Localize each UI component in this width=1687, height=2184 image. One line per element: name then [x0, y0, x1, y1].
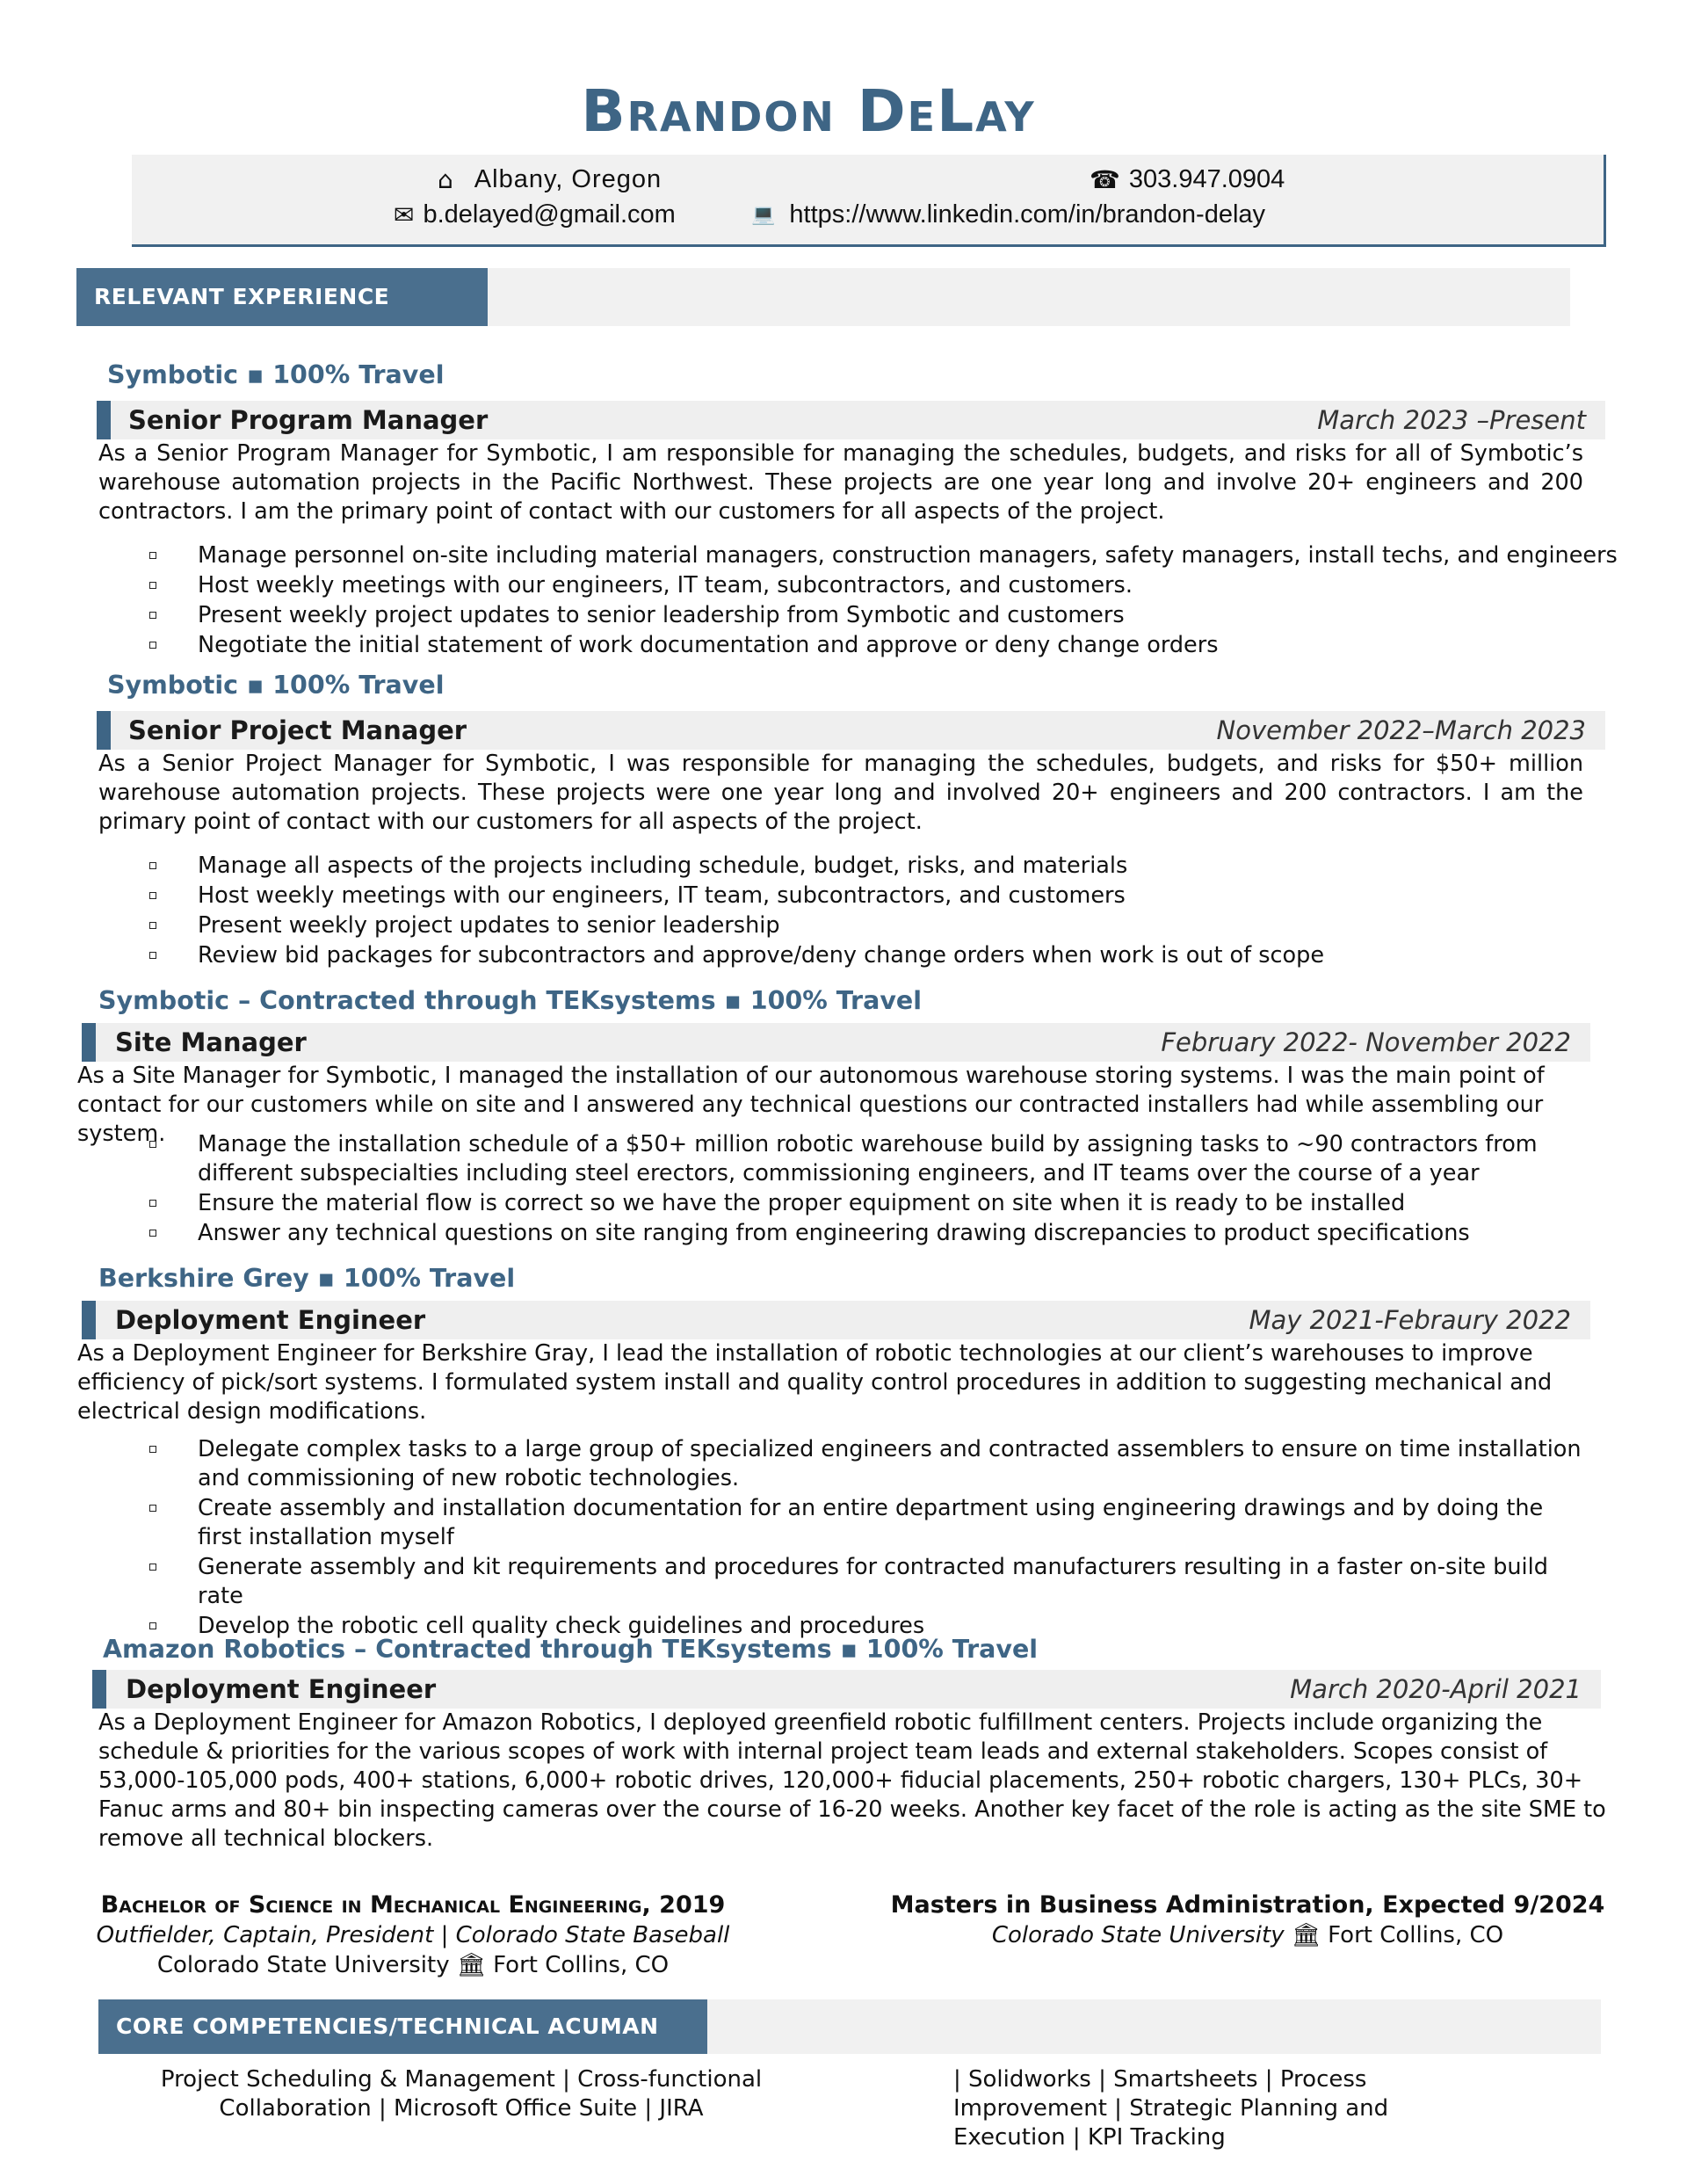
bullet-icon [149, 1200, 156, 1207]
bullet-icon [149, 922, 156, 929]
contact-location: ⌂ Albany, Oregon [438, 165, 662, 194]
competencies-section-title: CORE COMPETENCIES/TECHNICAL ACUMAN [98, 1999, 707, 2054]
job-bullets [149, 852, 1625, 971]
role-accent [97, 711, 111, 750]
bullet-icon [149, 862, 156, 869]
bullet-icon [149, 1622, 156, 1629]
job-title: Senior Program Manager [128, 405, 489, 435]
job-summary: As a Senior Program Manager for Symbotic, I am responsible for managing the schedules, budgets, and risks for all of Symbotic’s warehouse automation projects in the Pacific Northwest. These projects are one year long and involve 20+ engineers and 200 contractors. I am the primary point of contact with our customers for all aspects of the project. [98, 440, 1583, 525]
job-title: Deployment Engineer [115, 1305, 426, 1335]
job-dates: November 2022–March 2023 [1216, 715, 1586, 745]
job-role-bar [82, 1023, 1590, 1062]
job-summary: As a Deployment Engineer for Berkshire Gray, I lead the installation of robotic technologies at our client’s warehouses to improve efficiency of pick/sort systems. I formulated system install and quality control procedures in addition to suggesting mechanical and electrical design modifications. [77, 1340, 1553, 1425]
laptop-icon: 💻 [751, 204, 776, 226]
bullet-icon [149, 642, 156, 649]
job-title: Site Manager [115, 1027, 307, 1057]
phone-icon: ☎ [1090, 165, 1120, 194]
job-title: Deployment Engineer [126, 1674, 437, 1704]
job-role-bar [97, 711, 1605, 750]
job-dates: February 2022- November 2022 [1161, 1027, 1571, 1057]
bullet-icon [149, 1141, 156, 1148]
list-item: Ensure the material flow is correct so we have the proper equipment on site when it is ready to be installed [149, 1189, 1538, 1218]
job-company: Symbotic ▪ 100% Travel [107, 360, 445, 389]
job-dates: March 2023 –Present [1317, 405, 1586, 435]
list-item: Negotiate the initial statement of work documentation and approve or deny change orders [149, 631, 1625, 660]
job-summary: As a Senior Project Manager for Symbotic, I was responsible for managing the schedules, budgets, and risks for $50+ million warehouse automation projects. These projects were one year long and involved 20+ engineers and 200 contractors. I am the primary point of contact with our customers for all aspects of the project. [98, 751, 1583, 835]
candidate-name: Brandon DeLay [581, 77, 1036, 145]
job-summary: As a Deployment Engineer for Amazon Robotics, I deployed greenfield robotic fulfillment centers. Projects include organizing the schedule & priorities for the various scopes of work with internal project team leads and external stakeholders. Scopes consist of 53,000-105,000 pods, 400+ stations, 6,000+ robotic drives, 120,000+ fiducial placements, 250+ robotic chargers, 130+ PLCs, 30+ Fanuc arms and 80+ bin inspecting cameras over the course of 16-20 weeks. Another key facet of the role is acting as the site SME to remove all technical blockers. [98, 1709, 1606, 1852]
envelope-icon: ✉ [394, 200, 415, 229]
degree-activities: Outfielder, Captain, President | Colorado State Baseball [96, 1922, 730, 1948]
degree-school-line [879, 1922, 1617, 1948]
contact-box [132, 155, 1606, 247]
role-accent [82, 1023, 96, 1062]
list-item: Review bid packages for subcontractors and approve/deny change orders when work is out of scope [149, 941, 1625, 970]
list-item: Present weekly project updates to senior leadership [149, 911, 1625, 940]
list-item: Develop the robotic cell quality check guidelines and procedures [149, 1612, 1590, 1641]
bullet-icon [149, 1564, 156, 1571]
list-item: Present weekly project updates to senior leadership from Symbotic and customers [149, 601, 1625, 630]
list-item: Create assembly and installation documentation for an entire department using engineering drawings and by doing the first installation myself [149, 1494, 1590, 1552]
job-bullets [149, 1435, 1590, 1642]
list-item: Host weekly meetings with our engineers, IT team, subcontractors, and customers. [149, 571, 1625, 600]
bullet-icon [149, 612, 156, 619]
competencies-left: Project Scheduling & Management | Cross-functional Collaboration | Microsoft Office Suite | JIRA [160, 2066, 763, 2122]
competencies-right: | Solidworks | Smartsheets | Process Improvement | Strategic Planning and Execution | KPI Tracking [953, 2066, 1389, 2151]
job-company: Berkshire Grey ▪ 100% Travel [98, 1264, 516, 1293]
list-item: Host weekly meetings with our engineers, IT team, subcontractors, and customers [149, 882, 1625, 911]
competencies-section-bar [98, 1999, 1601, 2054]
school-name: Colorado State University [156, 1952, 450, 1978]
list-item: Answer any technical questions on site ranging from engineering drawing discrepancies to product specifications [149, 1219, 1538, 1248]
job-summary: As a Site Manager for Symbotic, I managed the installation of our autonomous warehouse storing systems. I was the main point of contact for our customers while on site and I answered any technical questions our contracted installers had while assembling our system. [77, 1063, 1545, 1147]
home-icon: ⌂ [438, 165, 453, 194]
bullet-icon [149, 1230, 156, 1237]
university-icon: 🏛 [456, 1952, 486, 1978]
university-icon: 🏛 [1291, 1922, 1321, 1948]
degree-title: Masters in Business Administration, Expected 9/2024 [890, 1891, 1605, 1919]
experience-section-title: RELEVANT EXPERIENCE [76, 268, 488, 326]
education-bachelor [88, 1891, 738, 1978]
role-accent [92, 1670, 106, 1709]
contact-phone: ☎ 303.947.0904 [1090, 165, 1285, 194]
degree-school-line [88, 1952, 738, 1978]
degree-title: Bachelor of Science in Mechanical Engineering, 2019 [100, 1891, 726, 1919]
list-item: Delegate complex tasks to a large group of specialized engineers and contracted assemblers to ensure on time installation and commissioning of new robotic technologies. [149, 1435, 1590, 1493]
job-role-bar [97, 401, 1605, 439]
education-masters [879, 1891, 1617, 1948]
experience-section-bar [76, 268, 1570, 326]
job-dates: March 2020-April 2021 [1290, 1674, 1582, 1704]
bullet-icon [149, 892, 156, 899]
bullet-icon [149, 952, 156, 959]
list-item: Generate assembly and kit requirements and procedures for contracted manufacturers resulting in a faster on-site build rate [149, 1553, 1590, 1611]
job-company: Amazon Robotics – Contracted through TEKsystems ▪ 100% Travel [103, 1635, 1039, 1664]
list-item: Manage personnel on-site including material managers, construction managers, safety managers, install techs, and engineers [149, 541, 1625, 570]
job-dates: May 2021-Febraury 2022 [1249, 1305, 1571, 1335]
contact-linkedin: 💻 https://www.linkedin.com/in/brandon-delay [751, 200, 1266, 229]
role-accent [82, 1301, 96, 1339]
job-bullets [149, 541, 1625, 661]
list-item: Manage all aspects of the projects including schedule, budget, risks, and materials [149, 852, 1625, 881]
bullet-icon [149, 582, 156, 589]
job-company: Symbotic ▪ 100% Travel [107, 671, 445, 700]
school-city: Fort Collins, CO [493, 1952, 670, 1978]
bullet-icon [149, 1446, 156, 1453]
school-city: Fort Collins, CO [1328, 1922, 1504, 1948]
job-bullets [149, 1130, 1538, 1249]
list-item: Manage the installation schedule of a $50+ million robotic warehouse build by assigning tasks to ~90 contractors from different subspecialties including steel erectors, commissioning engineers, and IT teams over the course of a year [149, 1130, 1538, 1188]
job-role-bar [92, 1670, 1601, 1709]
job-company: Symbotic – Contracted through TEKsystems ▪ 100% Travel [98, 986, 922, 1015]
job-role-bar [82, 1301, 1590, 1339]
school-name: Colorado State University [991, 1922, 1285, 1948]
bullet-icon [149, 552, 156, 559]
contact-email: ✉ b.delayed@gmail.com [394, 200, 676, 229]
bullet-icon [149, 1505, 156, 1512]
job-title: Senior Project Manager [128, 715, 467, 745]
role-accent [97, 401, 111, 439]
